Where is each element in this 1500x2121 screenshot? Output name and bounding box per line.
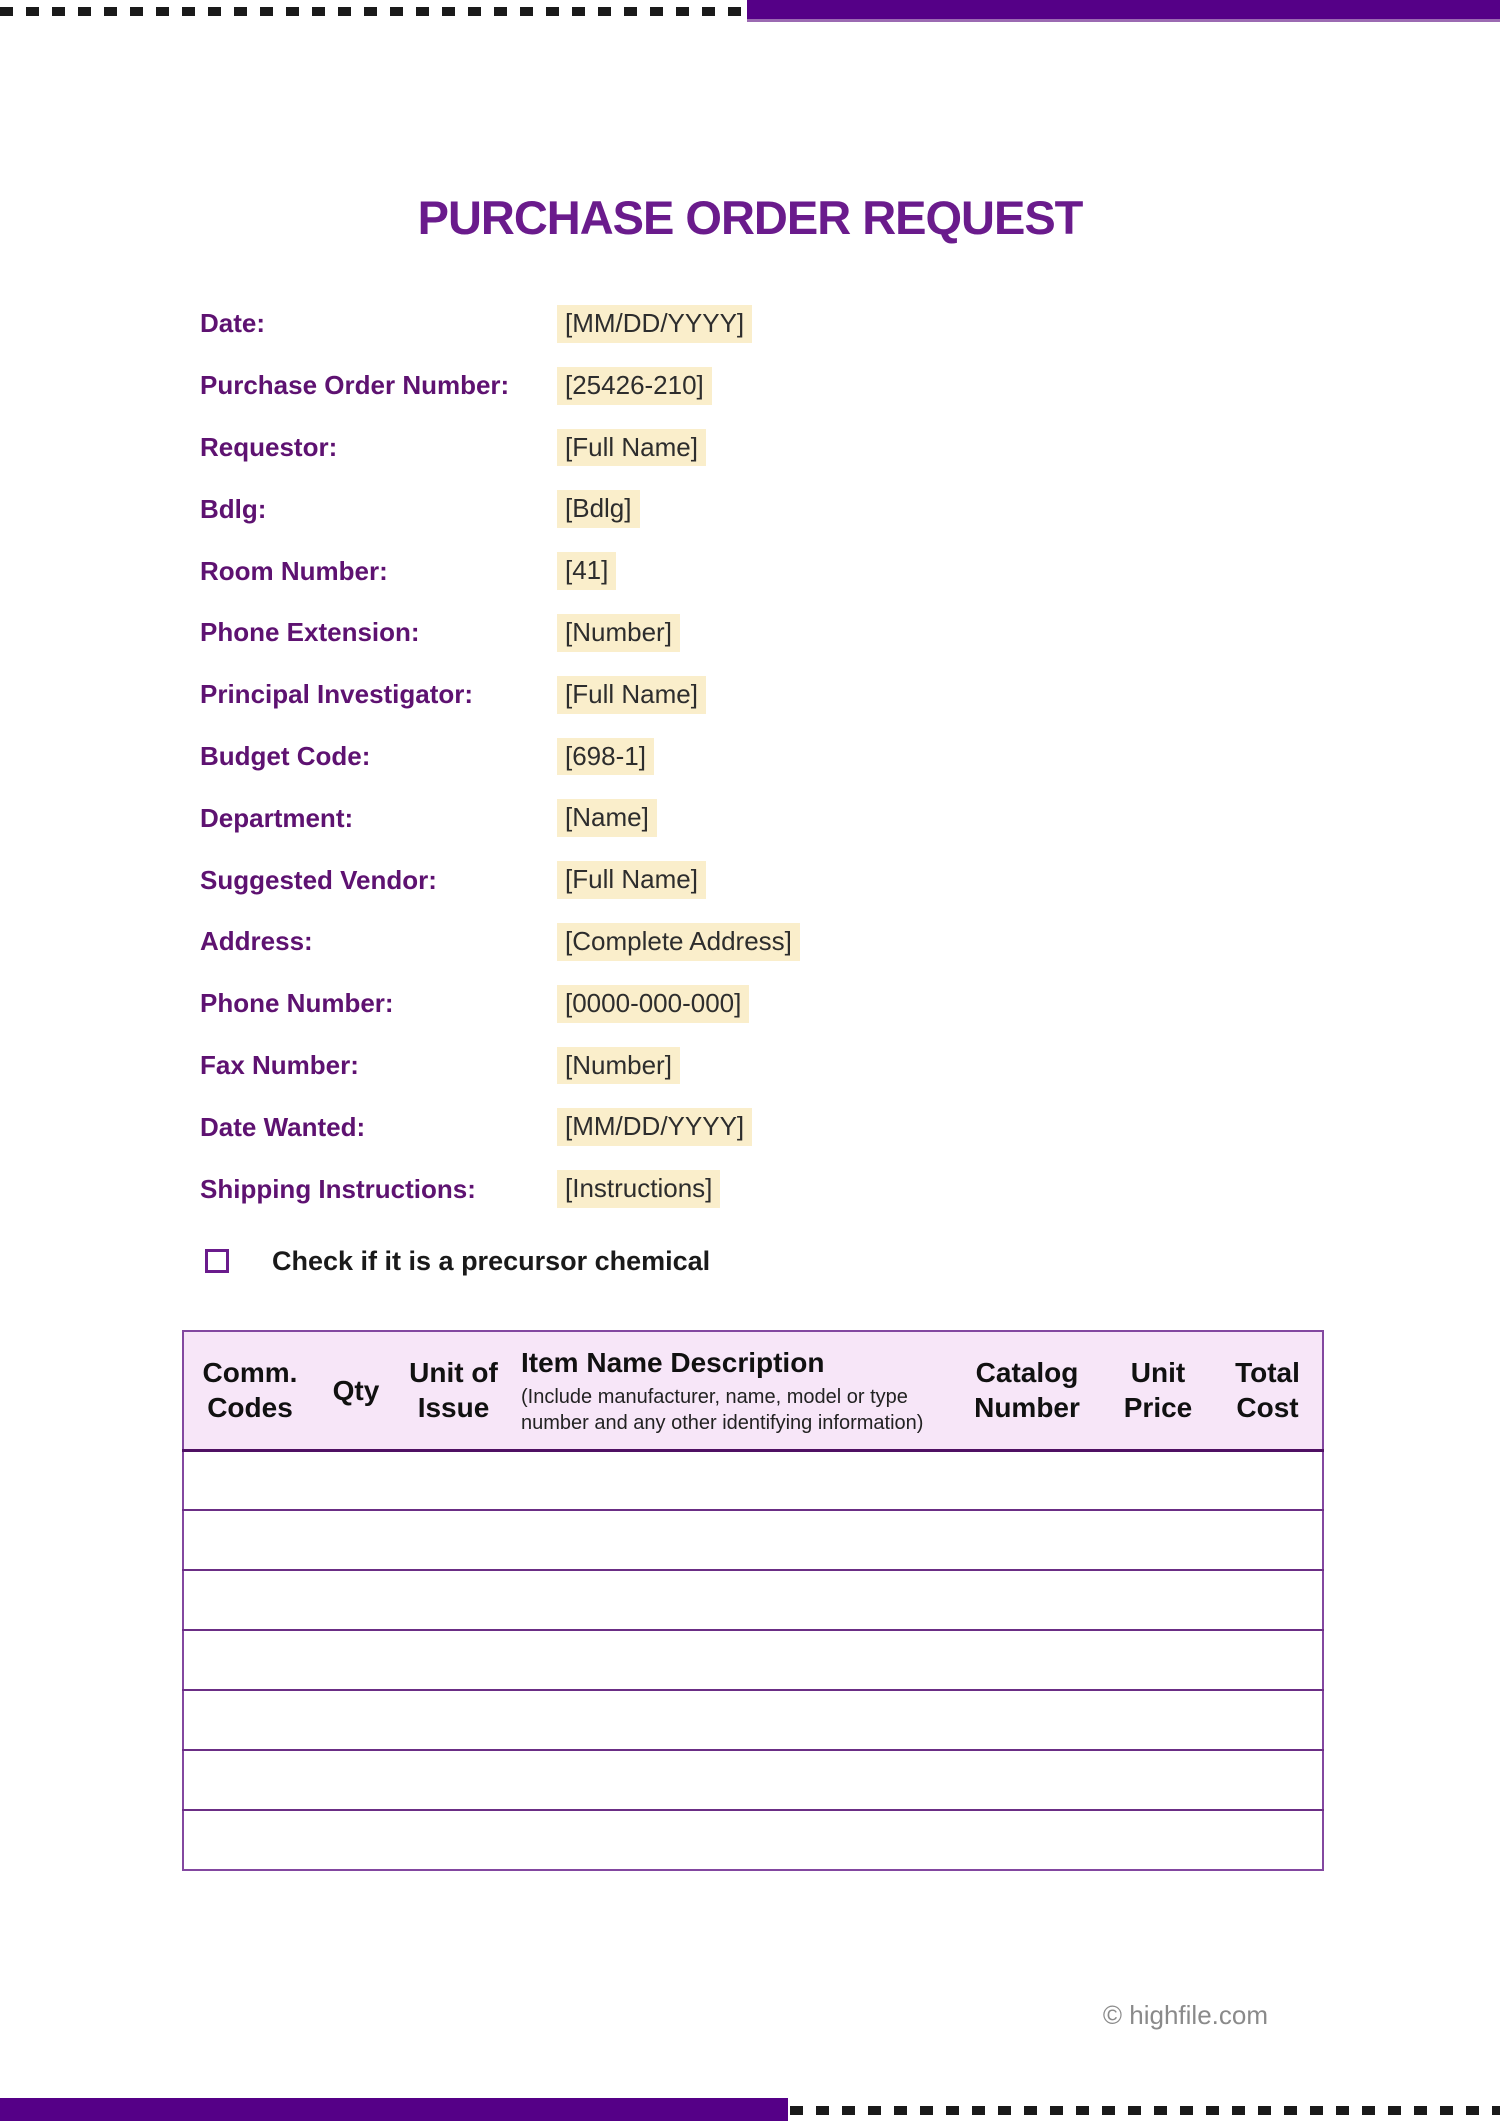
field-value[interactable]: [Complete Address] — [557, 923, 800, 961]
col-header-comm-codes: Comm. Codes — [183, 1331, 316, 1450]
table-cell[interactable] — [396, 1570, 511, 1630]
table-cell[interactable] — [1103, 1510, 1213, 1570]
table-cell[interactable] — [396, 1450, 511, 1510]
field-value[interactable]: [25426-210] — [557, 367, 712, 405]
field-value[interactable]: [MM/DD/YYYY] — [557, 305, 752, 343]
table-cell[interactable] — [316, 1630, 396, 1690]
field-label: Purchase Order Number: — [200, 370, 510, 401]
field-label: Bdlg: — [200, 493, 267, 524]
table-cell[interactable] — [316, 1510, 396, 1570]
field-value[interactable]: [Number] — [557, 1047, 680, 1085]
page-title: PURCHASE ORDER REQUEST — [417, 191, 1083, 244]
field-label: Address: — [200, 926, 313, 957]
col-header-qty: Qty — [316, 1331, 396, 1450]
table-cell[interactable] — [1103, 1450, 1213, 1510]
bottom-dashed-border — [790, 2106, 1500, 2115]
field-row-principal-investigator — [200, 664, 1400, 726]
table-cell[interactable] — [183, 1450, 316, 1510]
table-row — [183, 1750, 1323, 1810]
field-label: Suggested Vendor: — [200, 864, 437, 895]
table-cell[interactable] — [1213, 1630, 1323, 1690]
table-cell[interactable] — [183, 1570, 316, 1630]
table-cell[interactable] — [183, 1690, 316, 1750]
form-fields — [200, 293, 1400, 1220]
table-cell[interactable] — [396, 1690, 511, 1750]
table-row — [183, 1570, 1323, 1630]
table-cell[interactable] — [951, 1690, 1103, 1750]
field-value[interactable]: [Instructions] — [557, 1170, 720, 1208]
table-cell[interactable] — [316, 1450, 396, 1510]
table-cell[interactable] — [511, 1690, 951, 1750]
top-purple-bar — [747, 0, 1500, 22]
field-row-requestor — [200, 417, 1400, 479]
col-header-total-cost: Total Cost — [1213, 1331, 1323, 1450]
field-label: Date: — [200, 308, 266, 339]
table-cell[interactable] — [183, 1750, 316, 1810]
precursor-chemical-label: Check if it is a precursor chemical — [272, 1245, 711, 1276]
table-cell[interactable] — [316, 1690, 396, 1750]
table-cell[interactable] — [511, 1570, 951, 1630]
field-label: Requestor: — [200, 431, 338, 462]
table-row — [183, 1630, 1323, 1690]
table-cell[interactable] — [511, 1450, 951, 1510]
table-cell[interactable] — [183, 1630, 316, 1690]
field-row-fax-number — [200, 1035, 1400, 1097]
field-row-date — [200, 293, 1400, 355]
field-value[interactable]: [698-1] — [557, 738, 654, 776]
table-cell[interactable] — [396, 1750, 511, 1810]
table-cell[interactable] — [1103, 1570, 1213, 1630]
table-cell[interactable] — [396, 1510, 511, 1570]
item-description-note: (Include manufacturer, name, model or type number and any other identifying information) — [521, 1385, 924, 1434]
field-label: Room Number: — [200, 555, 388, 586]
field-label: Budget Code: — [200, 740, 371, 771]
field-value[interactable]: [Full Name] — [557, 676, 706, 714]
field-row-suggested-vendor — [200, 849, 1400, 911]
table-cell[interactable] — [1213, 1690, 1323, 1750]
field-label: Phone Extension: — [200, 617, 420, 648]
field-row-date-wanted — [200, 1096, 1400, 1158]
table-cell[interactable] — [511, 1510, 951, 1570]
table-row — [183, 1510, 1323, 1570]
field-value[interactable]: [0000-000-000] — [557, 985, 749, 1023]
table-cell[interactable] — [511, 1630, 951, 1690]
field-value[interactable]: [Number] — [557, 614, 680, 652]
items-table-header — [183, 1331, 1323, 1450]
items-table — [182, 1330, 1324, 1871]
col-header-unit-price: Unit Price — [1103, 1331, 1213, 1450]
table-cell[interactable] — [183, 1810, 316, 1870]
field-label: Department: — [200, 802, 354, 833]
col-header-unit-of-issue: Unit of Issue — [396, 1331, 511, 1450]
table-cell[interactable] — [316, 1570, 396, 1630]
field-row-purchase-order-number — [200, 355, 1400, 417]
table-row — [183, 1810, 1323, 1870]
table-cell[interactable] — [1213, 1510, 1323, 1570]
precursor-chemical-checkbox[interactable] — [205, 1249, 229, 1273]
field-row-phone-number — [200, 973, 1400, 1035]
field-label: Shipping Instructions: — [200, 1173, 476, 1204]
table-cell[interactable] — [183, 1510, 316, 1570]
top-dashed-border — [0, 7, 748, 16]
table-cell[interactable] — [1213, 1810, 1323, 1870]
field-value[interactable]: [Full Name] — [557, 861, 706, 899]
table-cell[interactable] — [316, 1810, 396, 1870]
field-row-room-number — [200, 540, 1400, 602]
table-cell[interactable] — [316, 1750, 396, 1810]
table-cell[interactable] — [1213, 1570, 1323, 1630]
field-value[interactable]: [Bdlg] — [557, 490, 640, 528]
field-value[interactable]: [MM/DD/YYYY] — [557, 1108, 752, 1146]
table-cell[interactable] — [951, 1450, 1103, 1510]
table-cell[interactable] — [1213, 1750, 1323, 1810]
field-row-budget-code — [200, 726, 1400, 788]
col-header-item-name-description — [511, 1331, 951, 1450]
field-row-bdlg — [200, 478, 1400, 540]
table-cell[interactable] — [951, 1570, 1103, 1630]
table-cell[interactable] — [511, 1810, 951, 1870]
field-label: Fax Number: — [200, 1049, 359, 1080]
table-cell[interactable] — [951, 1750, 1103, 1810]
field-label: Phone Number: — [200, 988, 394, 1019]
field-value[interactable]: [Full Name] — [557, 429, 706, 467]
table-cell[interactable] — [1213, 1450, 1323, 1510]
field-row-department — [200, 787, 1400, 849]
table-cell[interactable] — [1103, 1750, 1213, 1810]
table-row — [183, 1450, 1323, 1510]
watermark-text: © highfile.com — [1102, 2000, 1268, 2030]
table-cell[interactable] — [1103, 1810, 1213, 1870]
field-label: Principal Investigator: — [200, 679, 474, 710]
bottom-purple-bar — [0, 2098, 788, 2121]
item-description-title: Item Name Description — [521, 1346, 825, 1378]
table-cell[interactable] — [951, 1810, 1103, 1870]
table-row — [183, 1690, 1323, 1750]
table-cell[interactable] — [1103, 1630, 1213, 1690]
col-header-catalog-number: Catalog Number — [951, 1331, 1103, 1450]
field-row-phone-extension — [200, 602, 1400, 664]
field-value[interactable]: [41] — [557, 552, 616, 590]
field-value[interactable]: [Name] — [557, 799, 657, 837]
table-cell[interactable] — [511, 1750, 951, 1810]
precursor-chemical-row — [205, 1229, 710, 1293]
table-cell[interactable] — [1103, 1690, 1213, 1750]
table-cell[interactable] — [396, 1630, 511, 1690]
table-cell[interactable] — [396, 1810, 511, 1870]
field-row-address — [200, 911, 1400, 973]
field-label: Date Wanted: — [200, 1111, 366, 1142]
field-row-shipping-instructions — [200, 1158, 1400, 1220]
table-cell[interactable] — [951, 1510, 1103, 1570]
table-cell[interactable] — [951, 1630, 1103, 1690]
